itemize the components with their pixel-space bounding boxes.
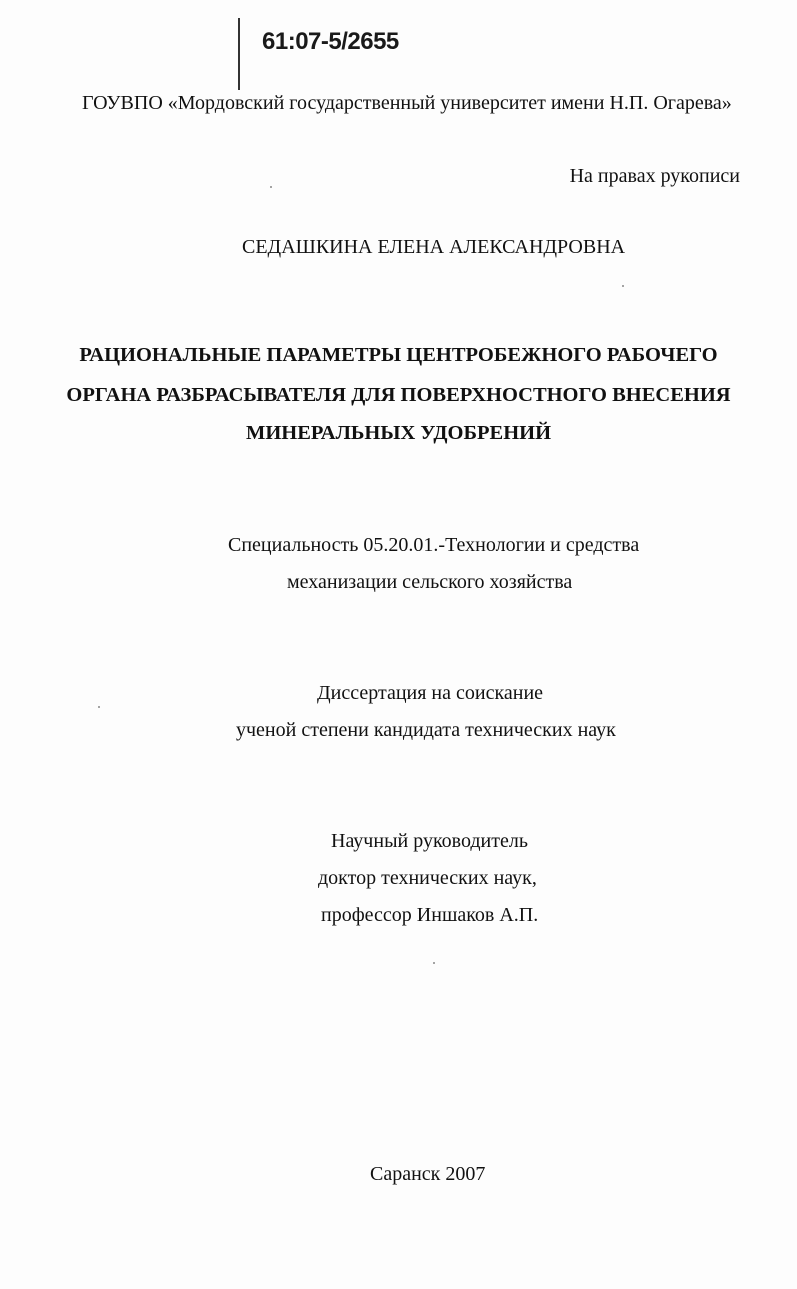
thesis-title-line-1: РАЦИОНАЛЬНЫЕ ПАРАМЕТРЫ ЦЕНТРОБЕЖНОГО РАБОЧЕГО	[79, 344, 718, 366]
scan-speck	[433, 962, 435, 964]
thesis-title-line-3: МИНЕРАЛЬНЫХ УДОБРЕНИЙ	[245, 422, 552, 444]
specialty-line-1: Специальность 05.20.01.-Технологии и средства	[228, 534, 640, 556]
place-and-year: Саранск 2007	[370, 1163, 486, 1185]
stamp-divider	[238, 18, 240, 90]
organization-name: ГОУВПО «Мордовский государственный университет имени Н.П. Огарева»	[82, 92, 732, 114]
scan-speck	[270, 186, 272, 188]
supervisor-line-3: профессор Иншаков А.П.	[321, 904, 539, 926]
scan-speck	[622, 285, 624, 287]
specialty-line-2: механизации сельского хозяйства	[287, 571, 573, 593]
author-name: СЕДАШКИНА ЕЛЕНА АЛЕКСАНДРОВНА	[242, 236, 626, 258]
thesis-title-line-2: ОРГАНА РАЗБРАСЫВАТЕЛЯ ДЛЯ ПОВЕРХНОСТНОГО ВНЕСЕНИЯ	[66, 384, 731, 406]
dissertation-line-1: Диссертация на соискание	[317, 682, 544, 704]
dissertation-line-2: ученой степени кандидата технических наук	[236, 719, 616, 741]
manuscript-note: На правах рукописи	[569, 165, 740, 187]
supervisor-line-2: доктор технических наук,	[318, 867, 537, 889]
supervisor-line-1: Научный руководитель	[331, 830, 528, 852]
scan-speck	[98, 706, 100, 708]
library-stamp-code: 61:07-5/2655	[262, 28, 399, 55]
